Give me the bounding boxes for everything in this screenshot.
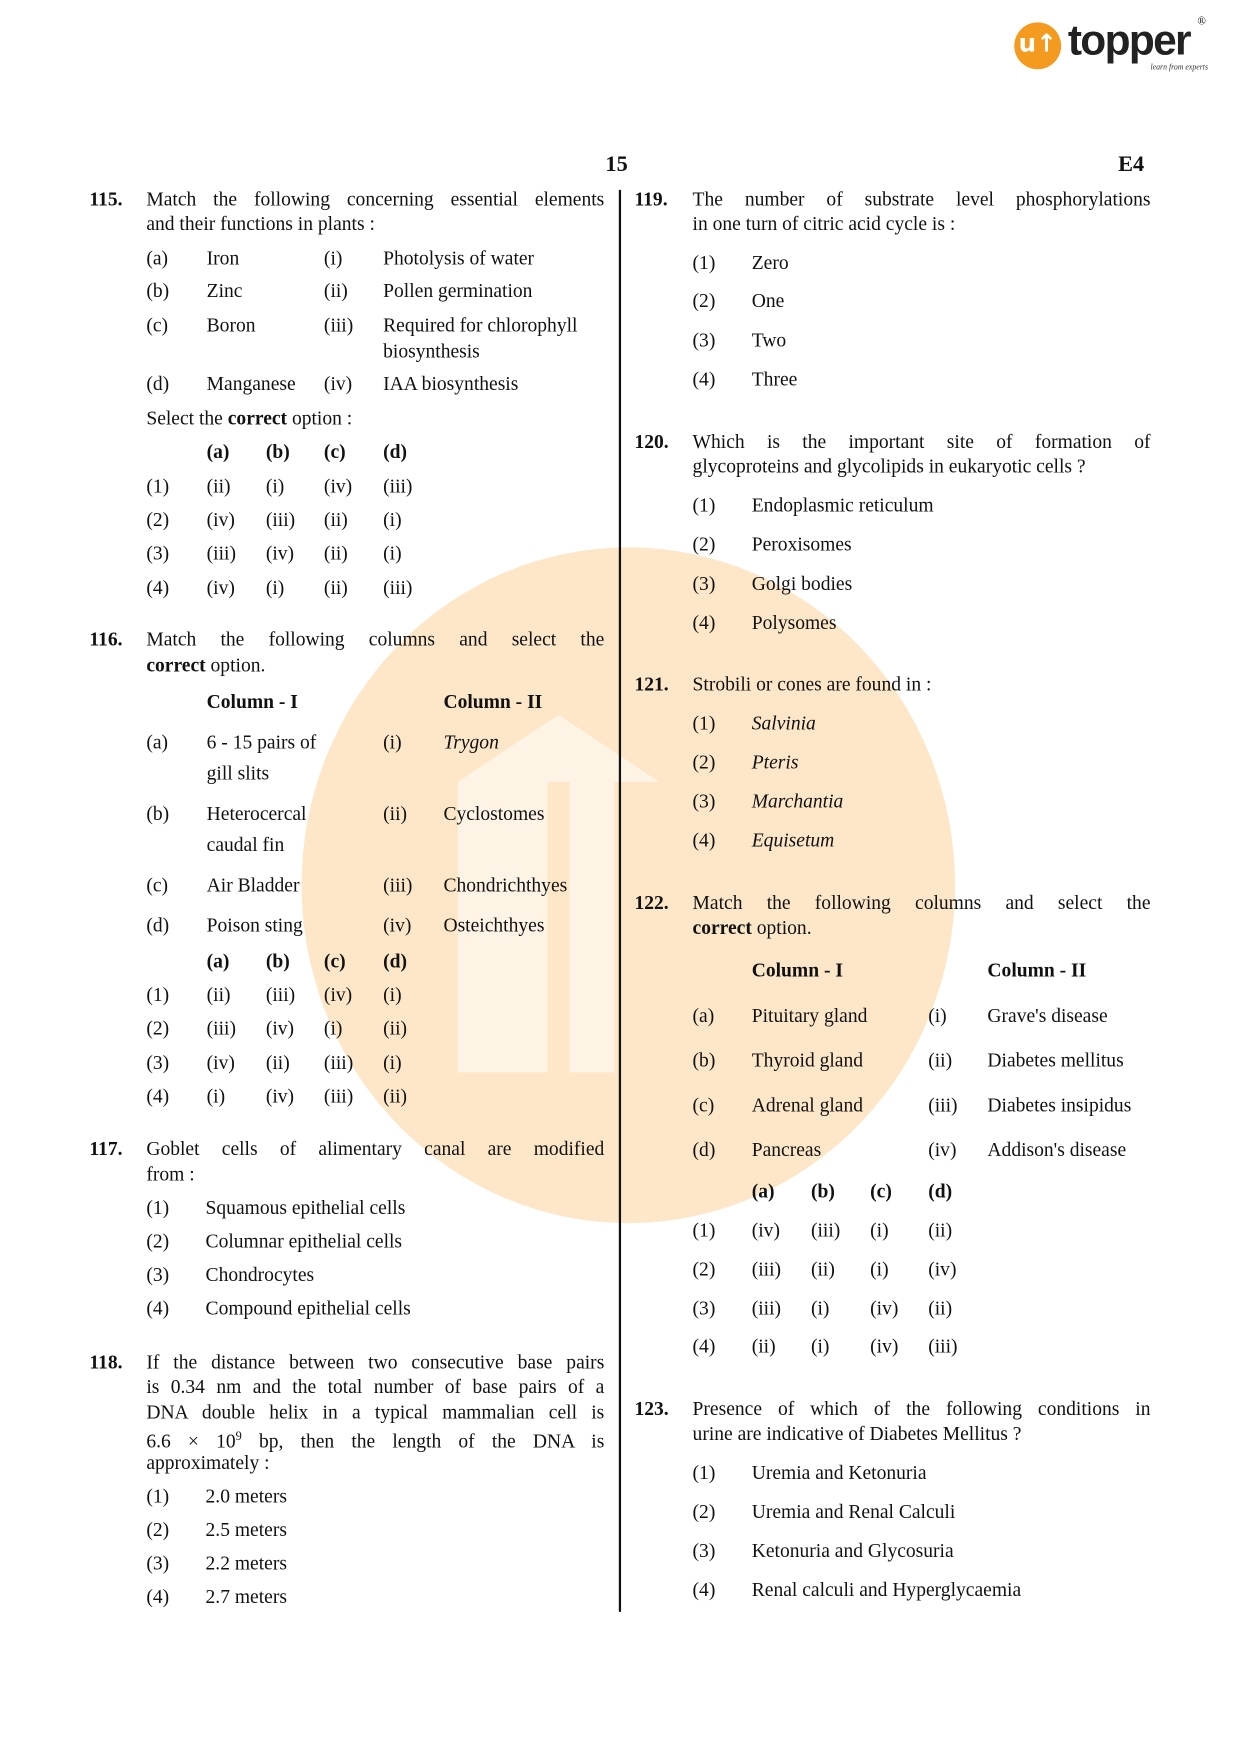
option-code: (iii) [928, 1334, 958, 1358]
logo-tagline: learn from experts [1150, 62, 1209, 72]
match-cell: Photolysis of water [383, 246, 535, 270]
match-cell: Chondrichthyes [443, 873, 568, 896]
option-text: Golgi bodies [751, 571, 853, 595]
option-number: (2) [692, 1257, 716, 1281]
question-text-line: DNA double helix in a typical mammalian cell is [146, 1400, 605, 1424]
option-number: (4) [692, 367, 716, 390]
option-number: (2) [146, 1229, 170, 1253]
option-code: (ii) [928, 1296, 953, 1320]
question-number: 120. [634, 430, 669, 453]
match-cell: (iii) [383, 873, 413, 896]
question-text-line: is 0.34 nm and the total number of base pairs of a [146, 1375, 605, 1398]
question-text-line: The number of substrate level phosphorylations [692, 187, 1151, 210]
grid-header: (d) [383, 440, 408, 463]
option-code: (i) [265, 474, 285, 498]
question-text-line: approximately : [146, 1450, 270, 1474]
option-number: (1) [146, 982, 170, 1006]
question-text-line: glycoproteins and glycolipids in eukaryotic cells ? [692, 454, 1086, 477]
text: Select the [146, 406, 223, 429]
grid-header: (a) [206, 949, 230, 972]
option-number: (4) [146, 1585, 170, 1608]
option-number: (3) [692, 571, 716, 595]
match-cell: Addison's disease [987, 1138, 1127, 1161]
option-code: (iv) [870, 1334, 899, 1358]
option-number: (3) [692, 1296, 716, 1320]
match-cell: (c) [146, 873, 169, 896]
column-header: Column - I [206, 690, 298, 713]
text: option. [756, 915, 812, 939]
grid-header: (b) [265, 440, 290, 463]
option-code: (iii) [265, 508, 296, 531]
option-text: Pteris [751, 750, 799, 773]
logo-mark-icon: u↑ [1014, 22, 1061, 69]
option-code: (i) [810, 1334, 830, 1358]
match-cell: Pituitary gland [751, 1004, 868, 1027]
match-cell: Osteichthyes [443, 913, 545, 937]
match-cell: IAA biosynthesis [383, 371, 519, 395]
option-code: (i) [265, 576, 285, 599]
match-cell: (a) [146, 246, 169, 270]
option-number: (1) [692, 251, 716, 274]
question-text-line: in one turn of citric acid cycle is : [692, 212, 956, 235]
match-cell: (b) [692, 1048, 716, 1072]
option-code: (ii) [323, 576, 348, 599]
match-cell: (iii) [928, 1093, 958, 1116]
match-cell: Pancreas [751, 1138, 822, 1161]
match-cell: (iii) [323, 313, 354, 337]
correct-bold: correct [146, 653, 206, 676]
option-number: (1) [692, 493, 716, 517]
match-cell: (iv) [383, 913, 412, 937]
question-number: 115. [89, 187, 123, 210]
option-code: (iii) [751, 1296, 782, 1320]
question-text-line: If the distance between two consecutive base pairs [146, 1350, 605, 1373]
option-code: (iii) [323, 1084, 354, 1107]
option-code: (iv) [265, 1084, 295, 1107]
question-number: 119. [634, 187, 668, 210]
match-cell: (i) [928, 1004, 947, 1027]
match-cell: (iv) [323, 371, 353, 395]
option-text: Squamous epithelial cells [205, 1196, 406, 1219]
option-code: (ii) [206, 982, 231, 1006]
option-number: (3) [146, 1051, 170, 1074]
match-cell: (c) [692, 1093, 715, 1116]
option-text: Two [751, 328, 787, 351]
question-number: 122. [634, 891, 669, 914]
option-code: (iv) [323, 474, 353, 498]
question-number: 121. [634, 672, 669, 695]
question-text-line [146, 1424, 604, 1453]
column-divider [619, 190, 621, 1612]
question-number: 123. [634, 1397, 669, 1420]
option-number: (2) [692, 1500, 716, 1523]
option-number: (4) [146, 1296, 170, 1320]
option-text: Peroxisomes [751, 532, 852, 556]
text: 6.6 × 10 [146, 1429, 236, 1452]
option-code: (ii) [206, 474, 231, 498]
option-code: (ii) [323, 508, 348, 531]
option-code: (iv) [265, 541, 295, 565]
match-cell: Grave's disease [987, 1004, 1108, 1027]
option-text: Uremia and Ketonuria [751, 1461, 927, 1484]
page-number: 15 [605, 151, 628, 177]
option-code: (i) [870, 1257, 889, 1281]
option-text: Compound epithelial cells [205, 1296, 411, 1320]
option-text: Salvinia [751, 711, 816, 734]
match-cell: (d) [146, 371, 170, 395]
match-cell: Trygon [443, 730, 499, 753]
column-header: Column - II [443, 690, 543, 713]
question-text-line [693, 915, 812, 940]
option-number: (4) [146, 1084, 170, 1107]
grid-header: (c) [323, 949, 346, 972]
option-text: Columnar epithelial cells [205, 1229, 403, 1253]
grid-header: (d) [928, 1179, 953, 1202]
option-number: (3) [692, 789, 716, 813]
option-number: (3) [692, 1539, 716, 1562]
match-cell: (ii) [323, 279, 348, 302]
match-cell: (d) [692, 1138, 716, 1161]
option-code: (ii) [265, 1051, 290, 1074]
match-cell: Iron [206, 246, 240, 270]
match-cell: Thyroid gland [751, 1048, 864, 1072]
match-cell: biosynthesis [383, 339, 480, 362]
match-cell: (iv) [928, 1138, 957, 1161]
match-cell: (b) [146, 802, 170, 825]
option-text: 2.5 meters [205, 1518, 287, 1541]
option-code: (ii) [383, 1016, 408, 1039]
match-cell: (ii) [928, 1048, 953, 1072]
option-code: (i) [383, 508, 402, 531]
option-code: (iii) [323, 1051, 354, 1074]
grid-header: (b) [810, 1179, 835, 1202]
option-code: (iii) [810, 1218, 841, 1241]
question-text-line: Presence of which of the following conditions in [692, 1397, 1151, 1420]
logo-word: topper [1067, 17, 1190, 65]
option-text: One [751, 289, 785, 312]
option-number: (3) [146, 1551, 170, 1574]
option-number: (1) [692, 1461, 716, 1484]
match-cell: Diabetes mellitus [987, 1048, 1124, 1072]
match-cell: (a) [692, 1004, 715, 1027]
question-number: 116. [89, 627, 123, 651]
option-code: (iv) [928, 1257, 957, 1281]
option-number: (3) [692, 328, 716, 351]
option-text: Uremia and Renal Calculi [751, 1500, 956, 1523]
option-text: 2.2 meters [205, 1551, 287, 1574]
grid-header: (a) [751, 1179, 775, 1202]
option-text: Endoplasmic reticulum [751, 493, 934, 517]
question-text-line: Goblet cells of alimentary canal are modified [146, 1137, 605, 1160]
option-code: (iii) [206, 1016, 236, 1039]
column-header: Column - I [751, 958, 843, 981]
option-code: (iv) [206, 508, 235, 531]
match-cell: (a) [146, 730, 169, 753]
question-number: 118. [89, 1350, 123, 1373]
option-code: (i) [323, 1016, 343, 1039]
option-text: Equisetum [751, 828, 835, 852]
match-cell: (ii) [383, 802, 408, 825]
option-number: (4) [692, 610, 716, 634]
grid-header: (d) [383, 949, 408, 972]
option-text: Chondrocytes [205, 1263, 315, 1286]
option-number: (1) [692, 1218, 716, 1241]
option-code: (i) [383, 982, 402, 1006]
match-cell: caudal fin [206, 833, 285, 856]
exponent: 9 [235, 1429, 242, 1444]
option-number: (2) [146, 1518, 170, 1541]
match-cell: Required for chlorophyll [383, 313, 578, 337]
option-number: (4) [146, 576, 170, 599]
question-text-line: Strobili or cones are found in : [692, 672, 932, 695]
topper-logo [1014, 15, 1215, 76]
text: option : [291, 406, 353, 429]
option-text: Zero [751, 251, 789, 274]
option-number: (4) [692, 828, 716, 852]
column-header: Column - II [987, 958, 1087, 981]
option-text: Renal calculi and Hyperglycaemia [751, 1578, 1022, 1601]
option-number: (2) [146, 1016, 170, 1039]
match-cell: (b) [146, 279, 170, 302]
match-cell: gill slits [206, 761, 270, 785]
match-cell: Pollen germination [383, 279, 533, 302]
grid-header: (a) [206, 440, 230, 463]
option-number: (4) [692, 1334, 716, 1358]
option-code: (i) [810, 1296, 830, 1320]
option-code: (iv) [870, 1296, 899, 1320]
option-code: (ii) [323, 541, 348, 565]
match-cell: Air Bladder [206, 873, 300, 896]
question-text-line: Match the following columns and select the [146, 627, 605, 651]
text: option. [210, 653, 266, 676]
question-text-line: urine are indicative of Diabetes Mellitus ? [692, 1421, 1022, 1445]
match-cell: Boron [206, 313, 256, 337]
option-number: (3) [146, 1263, 170, 1286]
option-code: (i) [206, 1084, 226, 1107]
match-cell: Adrenal gland [751, 1093, 864, 1116]
option-code: (iv) [206, 576, 235, 599]
option-text: 2.0 meters [205, 1484, 287, 1507]
match-cell: Poison sting [206, 913, 303, 937]
grid-header: (b) [265, 949, 290, 972]
option-text: Three [751, 367, 798, 390]
option-code: (iii) [265, 982, 296, 1006]
option-number: (3) [146, 541, 170, 565]
question-text-line: Match the following columns and select the [692, 891, 1151, 914]
question-text-line: Match the following concerning essential elements [146, 187, 605, 210]
logo-registered: ® [1197, 15, 1206, 28]
match-cell: (c) [146, 313, 169, 337]
match-cell: Cyclostomes [443, 802, 545, 825]
correct-bold: correct [692, 915, 752, 939]
option-text: Marchantia [751, 789, 844, 813]
option-code: (i) [383, 541, 402, 565]
option-number: (2) [692, 532, 716, 556]
paper-code: E4 [1118, 151, 1145, 177]
match-cell: 6 - 15 pairs of [206, 730, 317, 753]
option-number: (1) [146, 474, 170, 498]
option-number: (1) [146, 1484, 170, 1507]
text: bp, then the length of the DNA is [258, 1429, 605, 1452]
grid-header: (c) [870, 1179, 892, 1202]
match-cell: Zinc [206, 279, 243, 302]
option-number: (4) [692, 1578, 716, 1601]
option-number: (1) [146, 1196, 170, 1219]
option-code: (iv) [323, 982, 353, 1006]
option-code: (iv) [751, 1218, 780, 1241]
option-number: (2) [146, 508, 170, 531]
option-code: (i) [870, 1218, 889, 1241]
correct-bold: correct [227, 406, 288, 429]
question-number: 117. [89, 1137, 123, 1160]
match-cell: (d) [146, 913, 170, 937]
question-text-line: from : [146, 1162, 195, 1186]
match-cell: Heterocercal [206, 802, 307, 825]
option-code: (iv) [265, 1016, 295, 1039]
option-code: (iii) [751, 1257, 782, 1281]
option-text: Ketonuria and Glycosuria [751, 1539, 954, 1562]
option-code: (ii) [928, 1218, 953, 1241]
option-code: (iii) [206, 541, 236, 565]
option-text: 2.7 meters [205, 1585, 287, 1608]
match-cell: Diabetes insipidus [987, 1093, 1132, 1116]
question-text-line: and their functions in plants : [146, 212, 375, 235]
option-number: (1) [692, 711, 716, 734]
option-number: (2) [692, 750, 716, 773]
match-cell: (i) [383, 730, 402, 753]
question-text-line [146, 652, 265, 677]
option-code: (ii) [383, 1084, 408, 1107]
select-instruction [146, 405, 352, 430]
option-code: (iii) [383, 576, 413, 599]
question-text-line: Which is the important site of formation of [692, 430, 1151, 453]
match-cell: Manganese [206, 371, 296, 395]
option-code: (iii) [383, 474, 413, 498]
option-code: (ii) [751, 1334, 776, 1358]
option-code: (i) [383, 1051, 402, 1074]
option-code: (iv) [206, 1051, 235, 1074]
match-cell: (i) [323, 246, 343, 270]
option-number: (2) [692, 289, 716, 312]
grid-header: (c) [323, 440, 346, 463]
option-text: Polysomes [751, 610, 837, 634]
option-code: (ii) [810, 1257, 835, 1281]
